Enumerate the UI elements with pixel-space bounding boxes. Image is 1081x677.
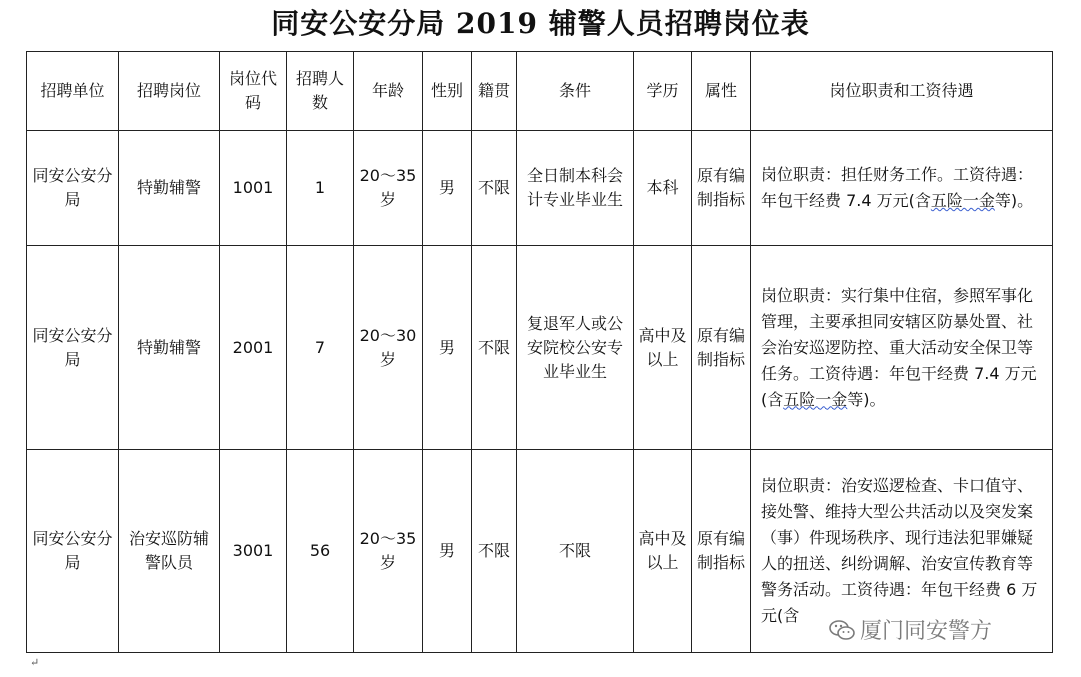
cell-education: 本科 xyxy=(634,131,692,246)
wechat-icon xyxy=(828,618,856,642)
table-row xyxy=(27,246,1053,450)
cell-conditions: 全日制本科会计专业毕业生 xyxy=(517,131,634,246)
cell-count: 56 xyxy=(287,450,354,653)
duties-text: 岗位职责：担任财务工作。工资待遇：年包干经费 7.4 万元(含 xyxy=(761,165,1034,210)
duties-benefits: 五险一金 xyxy=(783,389,848,409)
table-row xyxy=(27,131,1053,246)
cell-duties xyxy=(751,246,1053,450)
cell-position: 特勤辅警 xyxy=(119,246,220,450)
duties-end: 等)。 xyxy=(847,389,886,409)
cell-origin: 不限 xyxy=(472,246,517,450)
cell-count: 7 xyxy=(287,246,354,450)
table-header-row xyxy=(27,52,1053,131)
document-title: 同安公安分局 2019 辅警人员招聘岗位表 xyxy=(271,7,810,40)
header-attribute: 属性 xyxy=(692,52,751,131)
duties-end: 等)。 xyxy=(994,191,1034,210)
header-count: 招聘人数 xyxy=(287,52,354,131)
cell-conditions: 不限 xyxy=(517,450,634,653)
duties-text: 岗位职责：治安巡逻检查、卡口值守、接处警、维持大型公共活动以及突发案（事）件现场秩序、现行违法犯罪嫌疑人的扭送、纠纷调解、治安宣传教育等警务活动。工资待遇：年包干经费 6 万元(含 xyxy=(761,476,1038,625)
header-gender: 性别 xyxy=(423,52,472,131)
header-duties: 岗位职责和工资待遇 xyxy=(751,52,1053,131)
cell-attribute: 原有编制指标 xyxy=(692,246,751,450)
header-education: 学历 xyxy=(634,52,692,131)
header-code: 岗位代码 xyxy=(220,52,287,131)
header-conditions: 条件 xyxy=(517,52,634,131)
cell-position: 治安巡防辅警队员 xyxy=(119,450,220,653)
watermark xyxy=(828,614,992,645)
header-unit: 招聘单位 xyxy=(27,52,119,131)
duties-text: 岗位职责：实行集中住宿，参照军事化管理，主要承担同安辖区防暴处置、社会治安巡逻防控、重大活动安全保卫等任务。工资待遇：年包干经费 7.4 万元(含 xyxy=(761,285,1037,409)
cell-conditions: 复退军人或公安院校公安专业毕业生 xyxy=(517,246,634,450)
cell-age: 20～30岁 xyxy=(354,246,423,450)
recruitment-table xyxy=(26,51,1053,653)
cell-unit: 同安公安分局 xyxy=(27,450,119,653)
cell-origin: 不限 xyxy=(472,450,517,653)
cell-position: 特勤辅警 xyxy=(119,131,220,246)
header-position: 招聘岗位 xyxy=(119,52,220,131)
watermark-text: 厦门同安警方 xyxy=(860,619,993,644)
header-age: 年龄 xyxy=(354,52,423,131)
cell-attribute: 原有编制指标 xyxy=(692,131,751,246)
cell-code: 2001 xyxy=(220,246,287,450)
cell-gender: 男 xyxy=(423,450,472,653)
cell-code: 1001 xyxy=(220,131,287,246)
cell-age: 20～35岁 xyxy=(354,131,423,246)
cell-education: 高中及以上 xyxy=(634,450,692,653)
cell-education: 高中及以上 xyxy=(634,246,692,450)
cell-age: 20～35岁 xyxy=(354,450,423,653)
cell-duties xyxy=(751,131,1053,246)
cell-unit: 同安公安分局 xyxy=(27,246,119,450)
paragraph-mark: ↵ xyxy=(30,656,40,669)
duties-benefits: 五险一金 xyxy=(930,191,995,210)
cell-count: 1 xyxy=(287,131,354,246)
cell-attribute: 原有编制指标 xyxy=(692,450,751,653)
cell-origin: 不限 xyxy=(472,131,517,246)
cell-gender: 男 xyxy=(423,246,472,450)
cell-gender: 男 xyxy=(423,131,472,246)
cell-code: 3001 xyxy=(220,450,287,653)
cell-unit: 同安公安分局 xyxy=(27,131,119,246)
header-origin: 籍贯 xyxy=(472,52,517,131)
